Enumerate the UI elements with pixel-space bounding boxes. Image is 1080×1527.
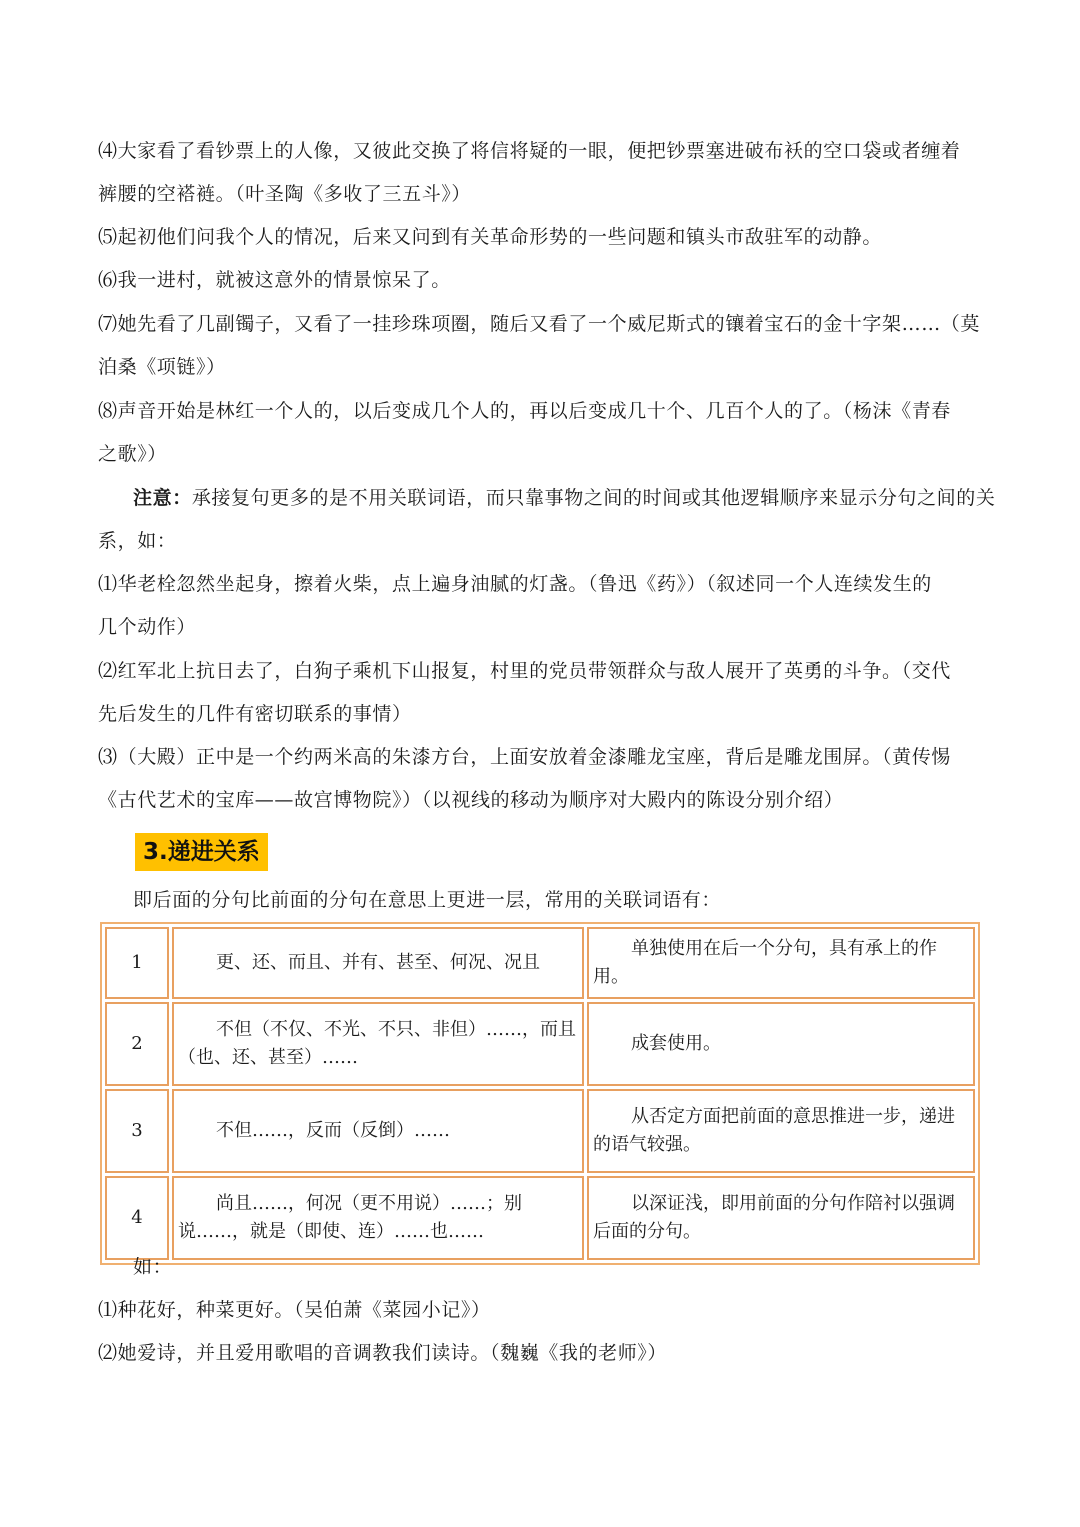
note-example-1-line-2: 几个动作） — [98, 616, 197, 638]
note-example-3-line-2: 《古代艺术的宝库——故宫博物院》）（以视线的移动为顺序对大殿内的陈设分别介绍） — [98, 789, 844, 811]
usage-note: 单独使用在后一个分句，具有承上的作用。 — [587, 927, 975, 999]
table-row — [105, 1176, 975, 1260]
usage-note: 从否定方面把前面的意思推进一步，递进的语气较强。 — [587, 1089, 975, 1173]
example-5: ⑸起初他们问我个人的情况，后来又问到有关革命形势的一些问题和镇头市敌驻军的动静。 — [98, 226, 883, 248]
example-4-line-2: 裤腰的空褡裢。（叶圣陶《多收了三五斗》） — [98, 183, 472, 205]
conjunction-words: 更、还、而且、并有、甚至、何况、况且 — [172, 927, 584, 999]
section-intro: 即后面的分句比前面的分句在意思上更进一层，常用的关联词语有： — [133, 889, 722, 911]
table-row — [105, 1002, 975, 1086]
ru-label: 如： — [133, 1256, 173, 1278]
section-heading: 3.递进关系 — [135, 833, 268, 871]
example-8-line-2: 之歌》） — [98, 443, 167, 465]
note-label: 注意： — [133, 487, 192, 509]
table-row — [105, 1089, 975, 1173]
note-line-2: 系，如： — [98, 530, 177, 552]
final-example-2: ⑵她爱诗，并且爱用歌唱的音调教我们读诗。（魏巍《我的老师》） — [98, 1342, 668, 1364]
note-line-1 — [133, 484, 996, 512]
final-example-1: ⑴种花好，种菜更好。（吴伯萧《菜园小记》） — [98, 1299, 491, 1321]
row-number: 2 — [105, 1002, 169, 1086]
conjunction-words: 不但（不仅、不光、不只、非但）……，而且（也、还、甚至）…… — [172, 1002, 584, 1086]
conjunction-words: 尚且……，何况（更不用说）……；别说……，就是（即使、连）……也…… — [172, 1176, 584, 1260]
conjunction-words: 不但……，反而（反倒）…… — [172, 1089, 584, 1173]
example-6: ⑹我一进村，就被这意外的情景惊呆了。 — [98, 269, 451, 291]
note-example-2-line-1: ⑵红军北上抗日去了，白狗子乘机下山报复，村里的党员带领群众与敌人展开了英勇的斗争。（交代 — [98, 660, 951, 682]
example-4-line-1: ⑷大家看了看钞票上的人像，又彼此交换了将信将疑的一眼，便把钞票塞进破布袄的空口袋或者缠着 — [98, 140, 961, 162]
table-row — [105, 927, 975, 999]
usage-note: 成套使用。 — [587, 1002, 975, 1086]
example-8-line-1: ⑻声音开始是林红一个人的，以后变成几个人的，再以后变成几十个、几百个人的了。（杨沫《青春 — [98, 400, 951, 422]
example-7-line-1: ⑺她先看了几副镯子，又看了一挂珍珠项圈，随后又看了一个威尼斯式的镶着宝石的金十字架……（莫 — [98, 313, 981, 335]
usage-note: 以深证浅，即用前面的分句作陪衬以强调后面的分句。 — [587, 1176, 975, 1260]
example-7-line-2: 泊桑《项链》） — [98, 356, 226, 378]
row-number: 4 — [105, 1176, 169, 1260]
row-number: 1 — [105, 927, 169, 999]
row-number: 3 — [105, 1089, 169, 1173]
conjunction-table — [100, 922, 980, 1265]
note-example-3-line-1: ⑶（大殿）正中是一个约两米高的朱漆方台，上面安放着金漆雕龙宝座，背后是雕龙围屏。（黄传惕 — [98, 746, 951, 768]
note-text: 承接复句更多的是不用关联词语，而只靠事物之间的时间或其他逻辑顺序来显示分句之间的关 — [191, 487, 996, 509]
note-example-1-line-1: ⑴华老栓忽然坐起身，擦着火柴，点上遍身油腻的灯盏。（鲁迅《药》）（叙述同一个人连续发生的 — [98, 573, 932, 595]
note-example-2-line-2: 先后发生的几件有密切联系的事情） — [98, 703, 412, 725]
